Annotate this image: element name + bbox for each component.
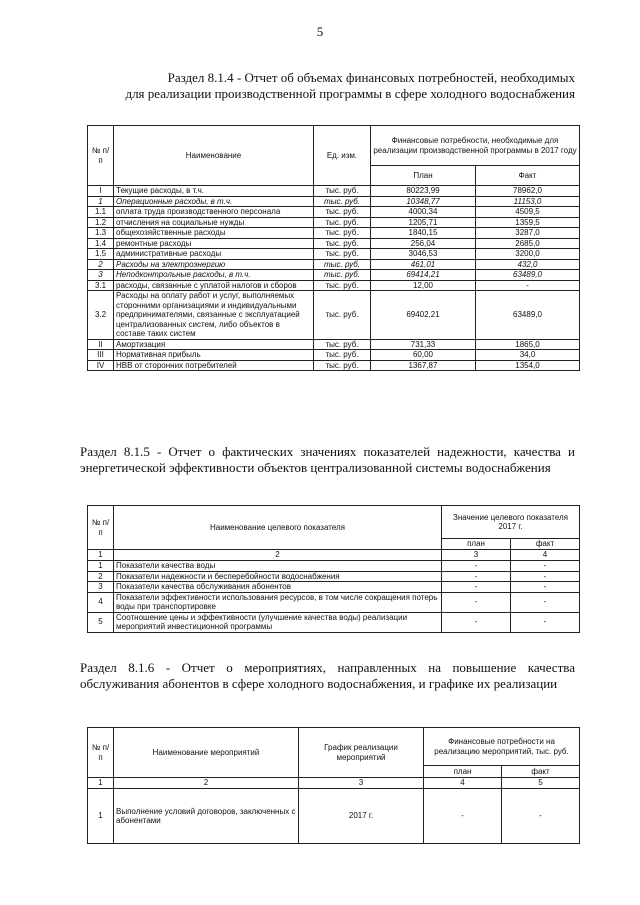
row-unit: тыс. руб. — [314, 280, 371, 291]
index-cell: 5 — [502, 778, 580, 789]
row-number: 2 — [88, 571, 114, 582]
row-plan: 60,00 — [371, 350, 476, 361]
table-row — [88, 280, 580, 291]
row-fact: 432,0 — [476, 259, 580, 270]
row-fact: 2685,0 — [476, 238, 580, 249]
index-cell: 2 — [114, 778, 299, 789]
table-row — [88, 561, 580, 572]
row-unit: тыс. руб. — [314, 238, 371, 249]
row-plan: - — [442, 582, 511, 593]
index-cell: 1 — [88, 778, 114, 789]
table-row — [88, 217, 580, 228]
row-fact: 78962,0 — [476, 186, 580, 197]
row-schedule: 2017 г. — [299, 789, 424, 844]
row-number: 1.3 — [88, 228, 114, 239]
table-row — [88, 249, 580, 260]
row-number: II — [88, 339, 114, 350]
col-header-num: № п/п — [88, 728, 114, 778]
table-row — [88, 612, 580, 632]
section-8-1-4-heading — [80, 70, 575, 102]
row-fact: - — [511, 582, 580, 593]
row-fact: - — [511, 571, 580, 582]
row-plan: 461,01 — [371, 259, 476, 270]
row-name: Расходы на электроэнергию — [114, 259, 314, 270]
row-unit: тыс. руб. — [314, 270, 371, 281]
row-name: общехозяйственные расходы — [114, 228, 314, 239]
row-fact: - — [511, 592, 580, 612]
row-fact: 34,0 — [476, 350, 580, 361]
table-row — [88, 186, 580, 197]
index-cell: 1 — [88, 550, 114, 561]
row-number: 1 — [88, 561, 114, 572]
row-plan: - — [442, 561, 511, 572]
financial-needs-table — [87, 125, 580, 371]
table-row — [88, 207, 580, 218]
row-plan: 69414,21 — [371, 270, 476, 281]
table-row — [88, 592, 580, 612]
table-row — [88, 571, 580, 582]
row-name: Расходы на оплату работ и услуг, выполняемых сторонними организациями и индивидуальными предпринимателями, связанные с эксплуатацией централизованных систем, либо объектов в составе таких систем — [114, 291, 314, 340]
col-header-group: Финансовые потребности на реализацию мероприятий, тыс. руб. — [424, 728, 580, 766]
row-name: оплата труда производственного персонала — [114, 207, 314, 218]
row-number: 1.1 — [88, 207, 114, 218]
row-fact: - — [511, 561, 580, 572]
col-header-name: Наименование мероприятий — [114, 728, 299, 778]
row-unit: тыс. руб. — [314, 207, 371, 218]
row-name: Амортизация — [114, 339, 314, 350]
row-unit: тыс. руб. — [314, 360, 371, 371]
row-unit: тыс. руб. — [314, 350, 371, 361]
col-header-fact: факт — [502, 766, 580, 778]
row-plan: 10348,77 — [371, 196, 476, 207]
row-fact: 4509,5 — [476, 207, 580, 218]
row-unit: тыс. руб. — [314, 249, 371, 260]
index-cell: 3 — [442, 550, 511, 561]
col-header-group: Значение целевого показателя 2017 г. — [442, 506, 580, 539]
row-name: Нормативная прибыль — [114, 350, 314, 361]
col-header-plan: план — [442, 539, 511, 550]
row-number: 3 — [88, 582, 114, 593]
row-name: Операционные расходы, в т.ч. — [114, 196, 314, 207]
col-header-name: Наименование целевого показателя — [114, 506, 442, 550]
row-plan: - — [442, 571, 511, 582]
table-row — [88, 789, 580, 844]
col-header-plan: План — [371, 166, 476, 186]
row-name: Показатели надежности и бесперебойности водоснабжения — [114, 571, 442, 582]
row-plan: 1205,71 — [371, 217, 476, 228]
index-cell: 4 — [424, 778, 502, 789]
row-number: 1 — [88, 196, 114, 207]
col-header-fact: факт — [511, 539, 580, 550]
table-row — [88, 291, 580, 340]
row-plan: - — [442, 592, 511, 612]
row-unit: тыс. руб. — [314, 291, 371, 340]
table-row — [88, 196, 580, 207]
row-unit: тыс. руб. — [314, 259, 371, 270]
table-row — [88, 339, 580, 350]
row-unit: тыс. руб. — [314, 339, 371, 350]
row-name: НВВ от сторонних потребителей — [114, 360, 314, 371]
index-cell: 4 — [511, 550, 580, 561]
row-plan: 4000,34 — [371, 207, 476, 218]
row-number: 1.5 — [88, 249, 114, 260]
row-plan: 256,04 — [371, 238, 476, 249]
row-name: Соотношение цены и эффективности (улучшение качества воды) реализации мероприятий инвестиционной программы — [114, 612, 442, 632]
row-name: Выполнение условий договоров, заключенных с абонентами — [114, 789, 299, 844]
row-plan: - — [424, 789, 502, 844]
col-header-num: № п/п — [88, 126, 114, 186]
page-number: 5 — [316, 24, 324, 39]
row-fact: 3287,0 — [476, 228, 580, 239]
row-fact: 1865,0 — [476, 339, 580, 350]
row-name: Показатели качества обслуживания абонентов — [114, 582, 442, 593]
col-header-num: № п/п — [88, 506, 114, 550]
row-plan: 1367,87 — [371, 360, 476, 371]
table-row — [88, 350, 580, 361]
row-fact: 3200,0 — [476, 249, 580, 260]
section-8-1-4-heading-line2: для реализации производственной программы в сфере холодного водоснабжения — [125, 86, 575, 101]
row-number: 5 — [88, 612, 114, 632]
row-name: Показатели эффективности использования ресурсов, в том числе сокращения потерь воды при транспортировке — [114, 592, 442, 612]
row-plan: 3046,53 — [371, 249, 476, 260]
row-unit: тыс. руб. — [314, 186, 371, 197]
row-number: 1.2 — [88, 217, 114, 228]
col-header-fact: Факт — [476, 166, 580, 186]
row-number: I — [88, 186, 114, 197]
table-row — [88, 259, 580, 270]
row-fact: 1354,0 — [476, 360, 580, 371]
row-number: 1.4 — [88, 238, 114, 249]
row-fact: - — [511, 612, 580, 632]
row-plan: 69402,21 — [371, 291, 476, 340]
row-plan: 12,00 — [371, 280, 476, 291]
table-row — [88, 582, 580, 593]
row-name: отчисления на социальные нужды — [114, 217, 314, 228]
row-fact: 1359,5 — [476, 217, 580, 228]
row-number: 3 — [88, 270, 114, 281]
row-number: 1 — [88, 789, 114, 844]
col-header-name: Наименование — [114, 126, 314, 186]
row-number: 3.2 — [88, 291, 114, 340]
row-unit: тыс. руб. — [314, 228, 371, 239]
row-name: расходы, связанные с уплатой налогов и сборов — [114, 280, 314, 291]
col-header-unit: Ед. изм. — [314, 126, 371, 186]
table-row — [88, 270, 580, 281]
row-name: Неподконтрольные расходы, в т.ч. — [114, 270, 314, 281]
section-8-1-4-heading-line1: Раздел 8.1.4 - Отчет об объемах финансовых потребностей, необходимых — [167, 70, 575, 85]
col-header-schedule: График реализации мероприятий — [299, 728, 424, 778]
row-number: 3.1 — [88, 280, 114, 291]
row-number: 4 — [88, 592, 114, 612]
table-row — [88, 238, 580, 249]
section-8-1-5-heading: Раздел 8.1.5 - Отчет о фактических значениях показателей надежности, качества и энергетической эффективности объектов централизованной системы водоснабжения — [80, 444, 575, 475]
measures-table — [87, 727, 580, 844]
col-header-plan: план — [424, 766, 502, 778]
row-fact: 11153,0 — [476, 196, 580, 207]
row-number: IV — [88, 360, 114, 371]
row-name: Показатели качества воды — [114, 561, 442, 572]
row-fact: - — [502, 789, 580, 844]
row-fact: - — [476, 280, 580, 291]
row-plan: 80223,99 — [371, 186, 476, 197]
row-plan: 731,33 — [371, 339, 476, 350]
row-unit: тыс. руб. — [314, 196, 371, 207]
row-name: ремонтные расходы — [114, 238, 314, 249]
row-name: Текущие расходы, в т.ч. — [114, 186, 314, 197]
indicators-table — [87, 505, 580, 633]
index-cell: 3 — [299, 778, 424, 789]
row-number: III — [88, 350, 114, 361]
section-8-1-6-heading: Раздел 8.1.6 - Отчет о мероприятиях, направленных на повышение качества обслуживания абонентов в сфере холодного водоснабжения, и графике их реализации — [80, 660, 575, 691]
table-row — [88, 228, 580, 239]
index-cell: 2 — [114, 550, 442, 561]
row-plan: - — [442, 612, 511, 632]
col-header-group: Финансовые потребности, необходимые для реализации производственной программы в 2017 году — [371, 126, 580, 166]
row-fact: 63489,0 — [476, 291, 580, 340]
row-unit: тыс. руб. — [314, 217, 371, 228]
row-plan: 1840,15 — [371, 228, 476, 239]
row-name: административные расходы — [114, 249, 314, 260]
table-row — [88, 360, 580, 371]
row-fact: 63489,0 — [476, 270, 580, 281]
row-number: 2 — [88, 259, 114, 270]
